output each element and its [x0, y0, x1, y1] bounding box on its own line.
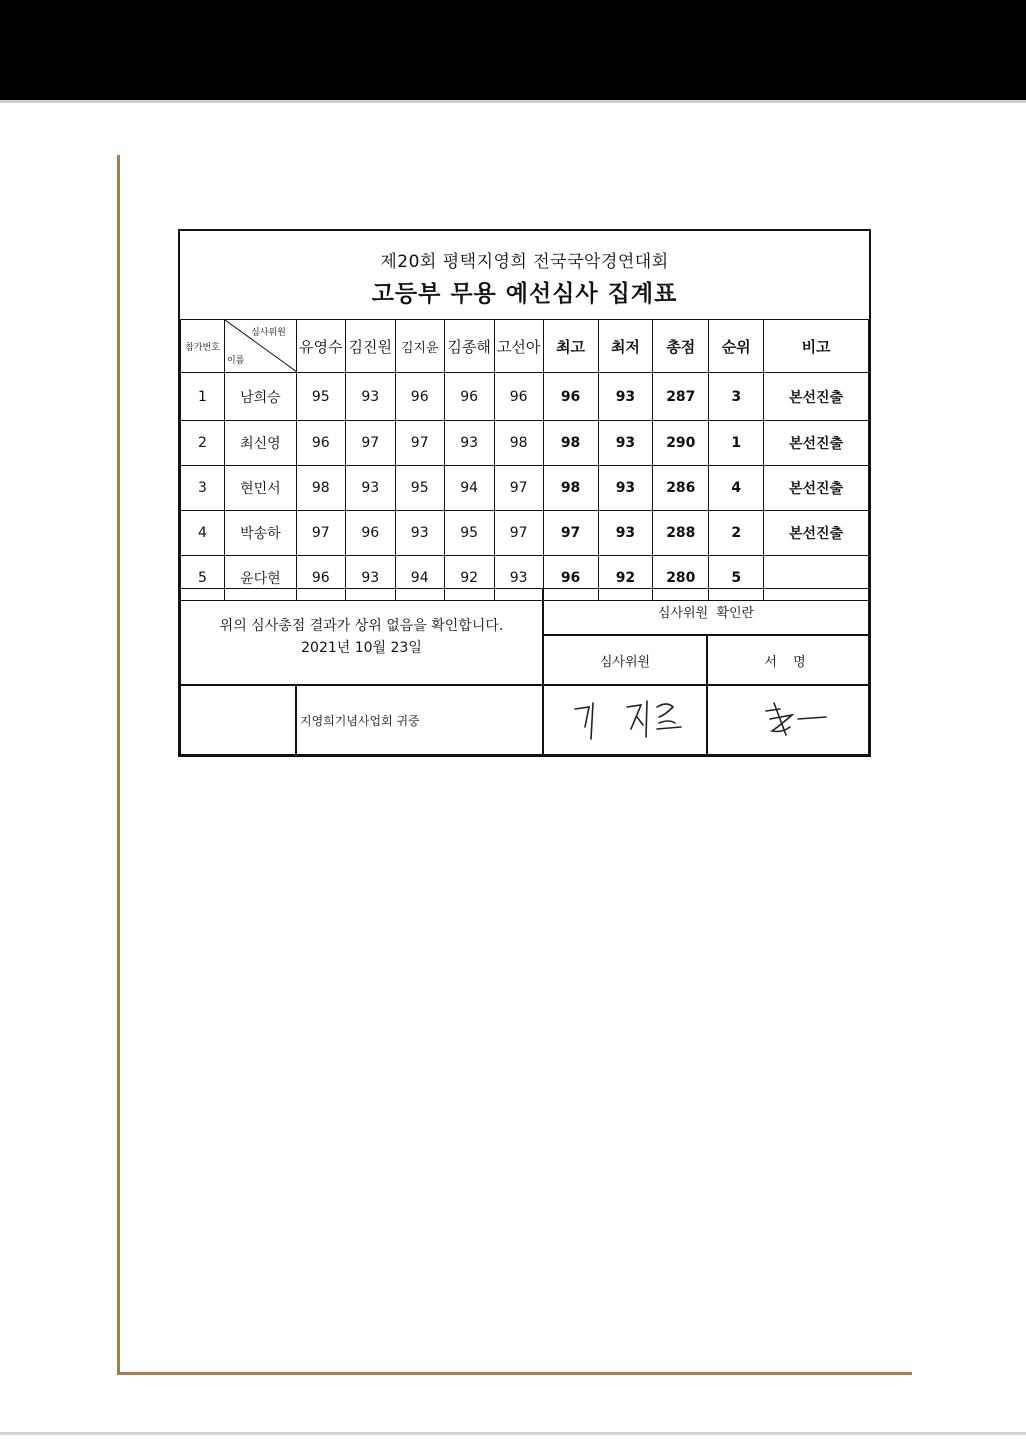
entry-no: 3 [181, 466, 225, 511]
judge-score: 94 [395, 556, 444, 601]
header-judges-label: 심사위원 [251, 328, 286, 338]
scan-edge-bottom [117, 1372, 912, 1375]
entry-no: 4 [181, 511, 225, 556]
title-block [180, 231, 869, 320]
judge-score: 98 [296, 466, 345, 511]
min-score: 93 [598, 373, 653, 421]
scan-edge-left [117, 155, 120, 1375]
signature-mark [707, 685, 869, 755]
handwritten-judge-name [543, 685, 707, 755]
competition-title: 제20회 평택지영희 전국국악경연대회 [380, 252, 669, 272]
judge-score: 93 [345, 556, 395, 601]
contestant-name: 남희승 [224, 373, 296, 421]
note: 본선진출 [764, 373, 869, 421]
header-diagonal-cell [224, 320, 296, 373]
judge-score: 98 [494, 421, 543, 466]
max-score: 96 [543, 556, 598, 601]
max-score: 97 [543, 511, 598, 556]
max-score: 96 [543, 373, 598, 421]
recipient-text: 지영희기념사업회 귀중 [296, 685, 543, 755]
min-score: 92 [598, 556, 653, 601]
table-row [181, 421, 869, 466]
judge-score: 93 [395, 511, 444, 556]
header-rank: 순위 [709, 320, 764, 373]
judge-score: 96 [345, 511, 395, 556]
contestant-name: 현민서 [224, 466, 296, 511]
confirmation-message-cell [180, 588, 543, 685]
contestant-name: 박송하 [224, 511, 296, 556]
header-judge: 김종해 [444, 320, 494, 373]
header-judge: 고선아 [494, 320, 543, 373]
contestant-name: 최신영 [224, 421, 296, 466]
note: 본선진출 [764, 421, 869, 466]
total-score: 287 [653, 373, 709, 421]
confirmation-message: 위의 심사총점 결과가 상위 없음을 확인합니다. [219, 617, 504, 634]
header-judge: 김지윤 [395, 320, 444, 373]
contestant-name: 윤다현 [224, 556, 296, 601]
rank: 5 [709, 556, 764, 601]
signature-drawing [708, 687, 868, 753]
judge-score: 96 [395, 373, 444, 421]
judge-score: 96 [296, 556, 345, 601]
entry-no: 5 [181, 556, 225, 601]
judge-score: 93 [345, 466, 395, 511]
judge-label: 심사위원 [543, 635, 707, 685]
judge-score: 95 [444, 511, 494, 556]
rank: 3 [709, 373, 764, 421]
min-score: 93 [598, 466, 653, 511]
judge-score: 97 [395, 421, 444, 466]
blank-cell [180, 685, 296, 755]
table-row [181, 373, 869, 421]
confirmation-date: 2021년 10월 23일 [301, 639, 422, 656]
judge-score: 96 [444, 373, 494, 421]
judge-score: 97 [345, 421, 395, 466]
judge-score: 97 [494, 511, 543, 556]
judge-confirm-title: 심사위원 확인란 [543, 588, 869, 635]
judge-score: 97 [296, 511, 345, 556]
header-name-label: 이름 [226, 356, 245, 366]
header-max: 최고 [543, 320, 598, 373]
max-score: 98 [543, 421, 598, 466]
judge-score: 94 [444, 466, 494, 511]
judge-score: 96 [296, 421, 345, 466]
total-score: 290 [653, 421, 709, 466]
total-score: 280 [653, 556, 709, 601]
table-header-row [181, 320, 869, 373]
header-judge: 김진원 [345, 320, 395, 373]
total-score: 288 [653, 511, 709, 556]
judge-score: 93 [444, 421, 494, 466]
max-score: 98 [543, 466, 598, 511]
header-total: 총점 [653, 320, 709, 373]
table-row [181, 466, 869, 511]
min-score: 93 [598, 511, 653, 556]
entry-no: 1 [181, 373, 225, 421]
score-table [180, 319, 869, 601]
header-min: 최저 [598, 320, 653, 373]
header-entry-no: 참가번호 [181, 320, 225, 373]
header-judge: 유영수 [296, 320, 345, 373]
judge-score: 93 [345, 373, 395, 421]
judge-score: 92 [444, 556, 494, 601]
top-divider [0, 100, 1026, 103]
signature-label: 서 명 [707, 635, 869, 685]
judge-score: 95 [395, 466, 444, 511]
note: 본선진출 [764, 511, 869, 556]
judge-score: 97 [494, 466, 543, 511]
rank: 1 [709, 421, 764, 466]
handwritten-name-drawing [545, 687, 705, 753]
bottom-divider [0, 1432, 1026, 1435]
top-black-bar [0, 0, 1026, 100]
table-row [181, 511, 869, 556]
confirmation-section [180, 588, 869, 755]
total-score: 286 [653, 466, 709, 511]
judge-score: 93 [494, 556, 543, 601]
score-sheet [178, 229, 871, 757]
min-score: 93 [598, 421, 653, 466]
judge-score: 96 [494, 373, 543, 421]
sheet-title: 고등부 무용 예선심사 집계표 [371, 281, 678, 307]
rank: 4 [709, 466, 764, 511]
rank: 2 [709, 511, 764, 556]
header-note: 비고 [764, 320, 869, 373]
judge-score: 95 [296, 373, 345, 421]
note: 본선진출 [764, 466, 869, 511]
entry-no: 2 [181, 421, 225, 466]
